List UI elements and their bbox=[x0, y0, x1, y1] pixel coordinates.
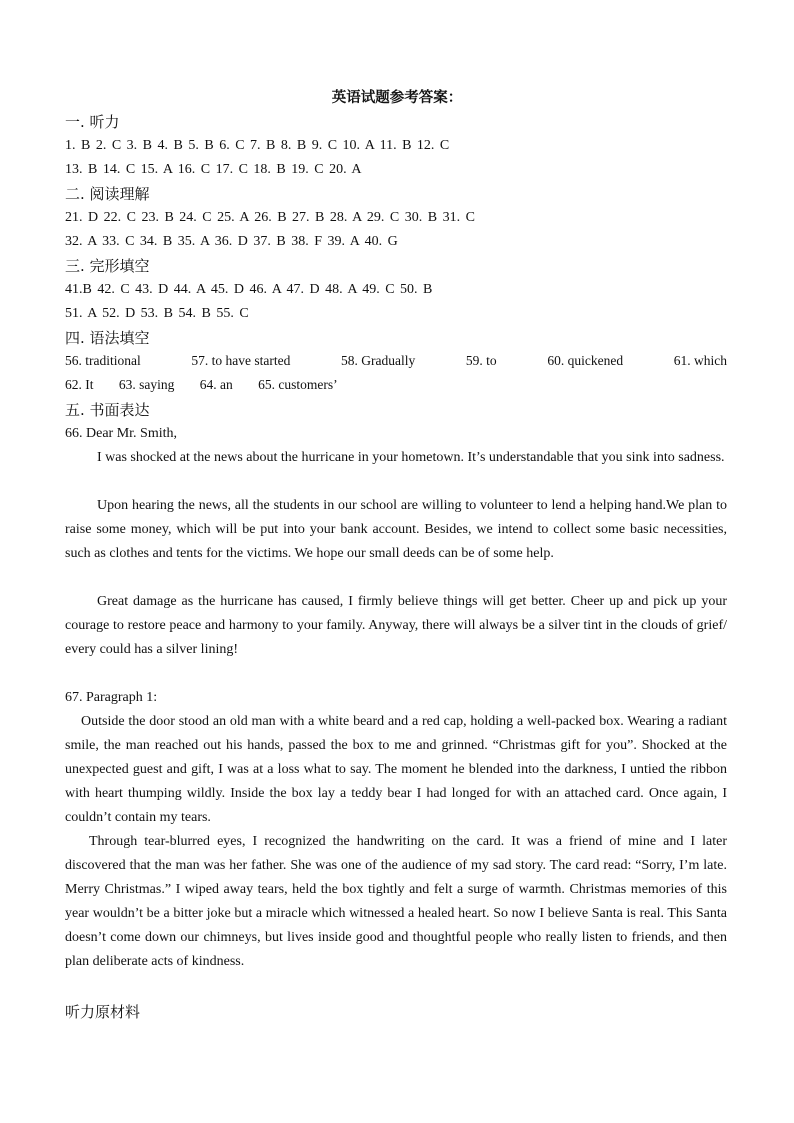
cloze-answers-line-1: 41.B 42. C 43. D 44. A 45. D 46. A 47. D 48. A 49. C 50. B bbox=[65, 282, 433, 297]
grammar-answer: 61. which bbox=[673, 353, 727, 368]
reading-answers-line-2: 32. A 33. C 34. B 35. A 36. D 37. B 38. F 39. A 40. G bbox=[65, 234, 398, 249]
q67-paragraph-1: Outside the door stood an old man with a white beard and a red cap, holding a well-packed box. Wearing a radiant smile, the man reached out his hands, passed the box to me and grinned. “Christmas gift for you”. Shocked at the unexpected guest and gift, I was at a loss what to say. The moment he blended into the darkness, I untied the ribbon with heart thumping wildly. Inside the box lay a teddy bear I had longed for with an attached card. Once again, I couldn’t contain my tears. bbox=[65, 714, 727, 825]
grammar-answer: 58. Gradually bbox=[341, 353, 416, 368]
listening-answers-line-1: 1. B 2. C 3. B 4. B 5. B 6. C 7. B 8. B 9. C 10. A 11. B 12. C bbox=[65, 138, 450, 153]
listening-answers-line-2: 13. B 14. C 15. A 16. C 17. C 18. B 19. C 20. A bbox=[65, 162, 362, 177]
grammar-answer: 59. to bbox=[465, 353, 497, 368]
grammar-heading: 四. 语法填空 bbox=[65, 329, 150, 347]
cloze-answers-line-2: 51. A 52. D 53. B 54. B 55. C bbox=[65, 306, 249, 321]
q66-paragraph-2: Upon hearing the news, all the students in our school are willing to volunteer to lend a helping hand.We plan to raise some money, which will be put into your bank account. Besides, we intend to collect some basic necessities, such as clothes and tents for the victims. We hope our small deeds can be of some help. bbox=[65, 498, 727, 561]
grammar-answers-row-2 bbox=[65, 377, 360, 393]
cloze-heading: 三. 完形填空 bbox=[65, 257, 150, 275]
q66-paragraph-3: Great damage as the hurricane has caused, I firmly believe things will get better. Cheer up and pick up your courage to restore peace and harmony to your family. Anyway, there will always be a silver tint in the clouds of grief/ every could has a silver lining! bbox=[65, 594, 727, 657]
grammar-answer: 63. saying bbox=[118, 377, 175, 392]
grammar-answer: 60. quickened bbox=[547, 353, 624, 368]
q67-paragraph-2: Through tear-blurred eyes, I recognized the handwriting on the card. It was a friend of mine and I later discovered that the man was her father. She was one of the audience of my sad story. The card read: “Sorry, I’m late. Merry Christmas.” I wiped away tears, held the box tightly and felt a surge of warmth. Christmas memories of this year wouldn’t be a bitter joke but a miracle which witnessed a healed heart. So now I believe Santa is real. This Santa doesn’t come down our chimneys, but lives inside good and thoughtful people who really listen to friends, and then plan deliberate acts of kindness. bbox=[65, 834, 727, 969]
writing-heading: 五. 书面表达 bbox=[65, 401, 150, 419]
grammar-answer: 65. customers’ bbox=[258, 377, 338, 392]
reading-answers-line-1: 21. D 22. C 23. B 24. C 25. A 26. B 27. B 28. A 29. C 30. B 31. C bbox=[65, 210, 475, 225]
reading-heading: 二. 阅读理解 bbox=[65, 185, 150, 203]
q66-opening: 66. Dear Mr. Smith, bbox=[65, 426, 177, 441]
grammar-answer: 64. an bbox=[199, 377, 233, 392]
grammar-answers-row-1 bbox=[65, 353, 727, 369]
grammar-answer: 62. It bbox=[65, 377, 94, 392]
page-title: 英语试题参考答案： bbox=[331, 90, 463, 106]
q66-paragraph-1: I was shocked at the news about the hurricane in your hometown. It’s understandable that you sink into sadness. bbox=[97, 450, 725, 465]
listening-script-heading: 听力原材料 bbox=[65, 1003, 141, 1021]
q67-heading: 67. Paragraph 1: bbox=[65, 690, 158, 705]
grammar-answer: 57. to have started bbox=[191, 353, 291, 368]
listening-heading: 一. 听力 bbox=[65, 113, 120, 131]
grammar-answer: 56. traditional bbox=[65, 353, 141, 368]
